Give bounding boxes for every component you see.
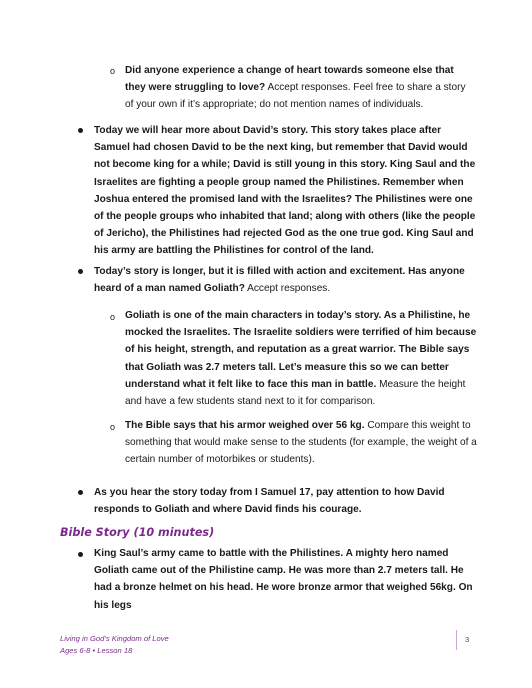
armor-weight-instructions: Compare this weight to something that would make sense to the students (for example, the weight of a certain number of motorbikes or students). [125, 420, 477, 466]
bullet-marker [78, 490, 83, 495]
footer-divider [456, 630, 457, 650]
bullet-marker [78, 269, 83, 274]
question-paragraph [125, 62, 475, 114]
story-context-paragraph: Today we will hear more about David’s story. This story takes place after Samuel had chosen David to be the next king, but remember that David would not become king for a while; David is still young in this story. King Saul and the Israelites are fighting a people group named the Philistines. Remember when Joshua entered the promised land with the Israelites? The Philistines were one of the people groups who inhabited that land; along with others (like the people of Jericho), the Philistines had rejected God as the one true god. King Saul and his army are battling the Philistines for control of the land. [94, 125, 476, 257]
sub-bullet-marker: o [110, 312, 116, 322]
goliath-intro-instructions: Accept responses. [244, 283, 331, 295]
bullet-marker [78, 128, 83, 133]
goliath-height-bold: Goliath is one of the main characters in today’s story. As a Philistine, he mocked the Israelites. The Israelite soldiers were terrified of him because of his height, strength, and reputation as a great warrior. The Bible says that Goliath was 2.7 meters tall. Let’s measure this so we can better understand what it felt like to face this man in battle. [125, 310, 477, 390]
goliath-intro-bold: Today’s story is longer, but it is filled with action and excitement. Has anyone heard of a man named Goliath? [94, 266, 465, 295]
listening-prompt-paragraph: As you hear the story today from I Samuel 17, pay attention to how David responds to Goliath and where David finds his courage. [94, 487, 445, 516]
footer-lesson: Ages 6-8 • Lesson 18 [60, 645, 133, 655]
goliath-intro-paragraph [94, 263, 478, 297]
question-bold-text: Did anyone experience a change of heart towards someone else that they were struggling to love? [125, 65, 454, 94]
footer-title: Living in God’s Kingdom of Love [60, 634, 169, 643]
section-heading: Bible Story (10 minutes) [60, 526, 215, 539]
bullet-marker [78, 552, 83, 557]
sub-bullet-marker: o [110, 422, 116, 432]
armor-weight-paragraph [125, 417, 477, 469]
question-instructions: Accept responses. Feel free to share a story of your own if it’s appropriate; do not mention names of individuals. [125, 82, 466, 111]
sub-bullet-marker: o [110, 66, 116, 76]
page-number: 3 [465, 635, 470, 644]
goliath-height-instructions: Measure the height and have a few students stand next to it for comparison. [125, 378, 466, 408]
armor-weight-bold: The Bible says that his armor weighed over 56 kg. [125, 420, 365, 431]
goliath-height-paragraph [125, 307, 477, 410]
page-footer [60, 633, 169, 656]
bible-story-paragraph: King Saul’s army came to battle with the Philistines. A mighty hero named Goliath came out of the Philistine camp. He was more than 2.7 meters tall. He had a bronze helmet on his head. He wore bronze armor that weighed 56kg. On his legs [94, 548, 473, 611]
